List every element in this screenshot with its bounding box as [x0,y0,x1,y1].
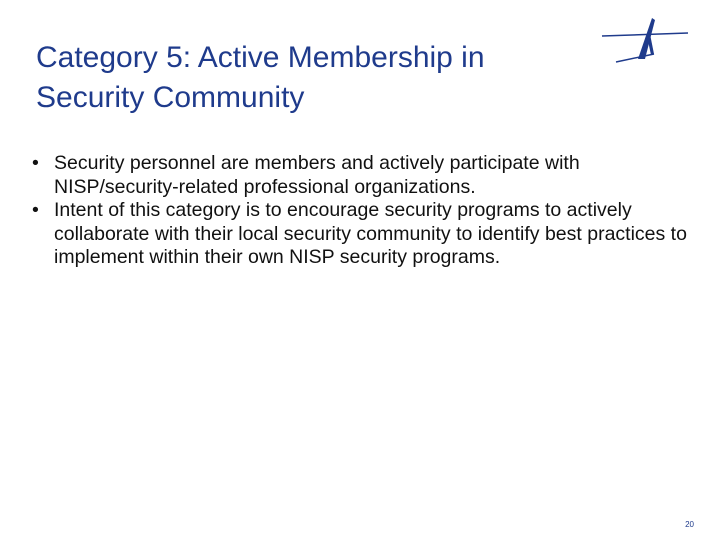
bullet-text: Security personnel are members and actively participate with NISP/security-related professional organizations. [54,152,580,198]
page-number: 20 [685,520,694,529]
bullet-item [32,199,692,270]
slide-title [36,38,596,118]
star-logo-icon [598,14,690,70]
slide-title-line-1: Category 5: Active Membership in [36,41,485,74]
bullet-list [32,152,692,270]
bullet-item [32,152,692,199]
bullet-text: Intent of this category is to encourage security programs to actively collaborate with their local security community to identify best practices to implement within their own NISP security programs. [54,199,687,268]
slide-title-line-2: Security Community [36,81,305,114]
bullet-marker: • [32,152,39,174]
bullet-marker: • [32,199,39,221]
